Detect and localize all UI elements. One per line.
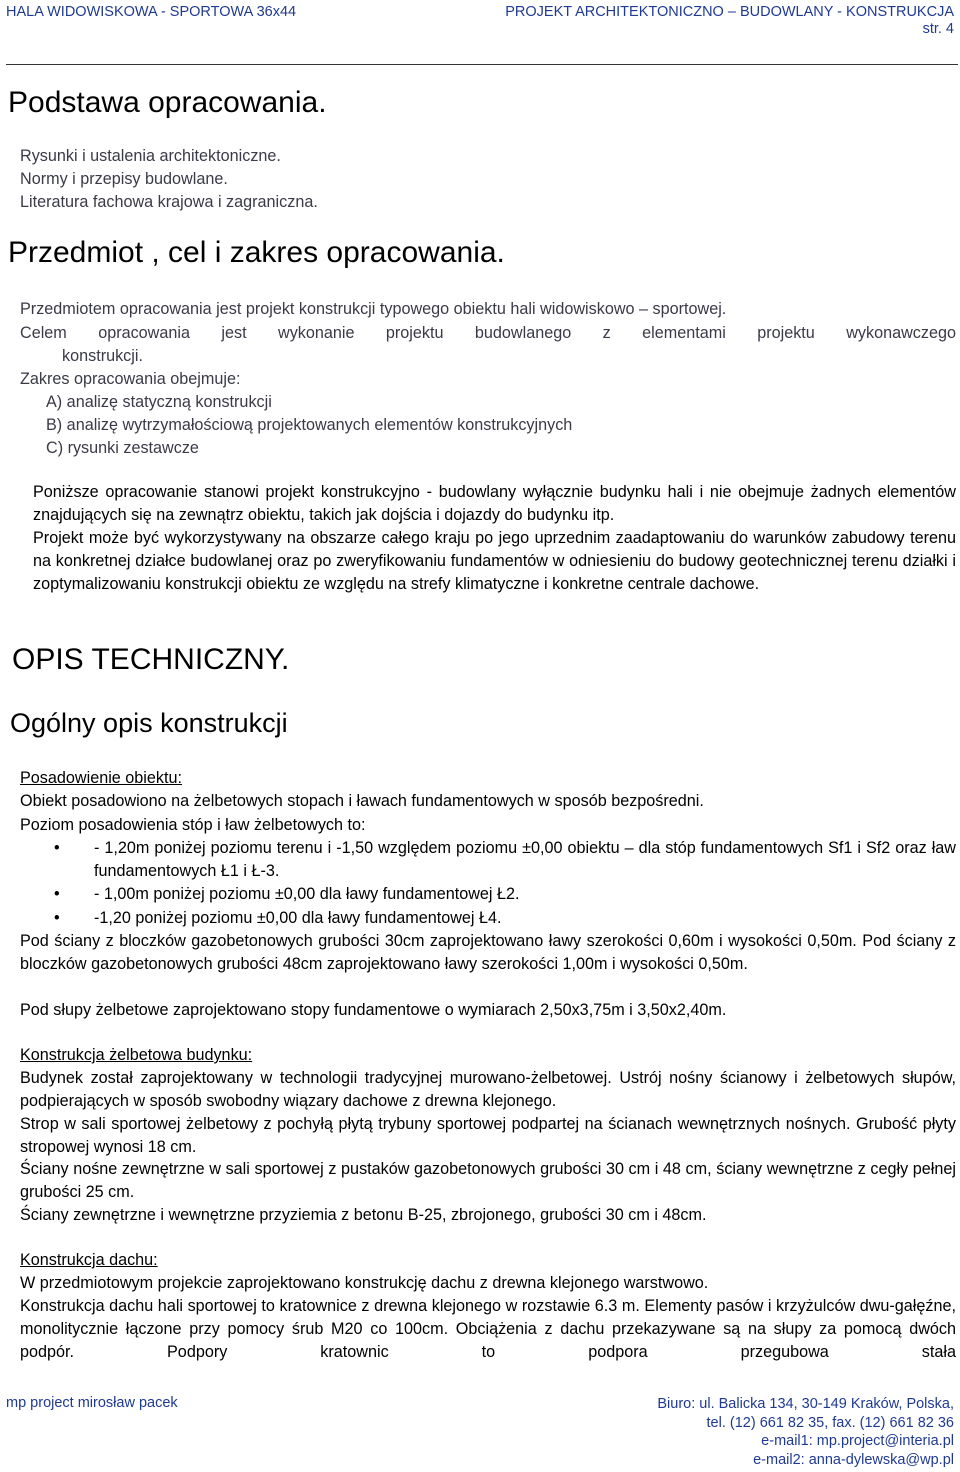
scope-item: A) analizę statyczną konstrukcji	[46, 393, 272, 411]
rc-structure-paragraph: Strop w sali sportowej żelbetowy z pochyłą płytą trybuny sportowej podpartej na ścianach wewnętrznych nośnych. Grubość płyty stropowej wynosi 18 cm.	[20, 1115, 956, 1156]
header-page-number: str. 4	[922, 21, 954, 37]
roof-paragraph: W przedmiotowym projekcie zaprojektowano konstrukcję dachu z drewna klejonego warstwowo.	[20, 1274, 709, 1292]
footer-contact	[657, 1395, 954, 1469]
section-title-technical: OPIS TECHNICZNY.	[12, 643, 290, 676]
foundation-heading: Posadowienie obiektu:	[20, 769, 182, 787]
foundation-levels-intro: Poziom posadowienia stóp i ław żelbetowych to:	[20, 816, 366, 834]
foundation-level-item: -1,20 poniżej poziomu ±0,00 dla ławy fundamentowej Ł4.	[94, 909, 502, 927]
footer-email2: e-mail2: anna-dylewska@wp.pl	[753, 1451, 954, 1468]
bullet-icon: •	[54, 839, 60, 857]
scope-intro: Zakres opracowania obejmuje:	[20, 370, 241, 388]
scope-item: B) analizę wytrzymałościową projektowanych elementów konstrukcyjnych	[46, 416, 573, 434]
basis-item: Rysunki i ustalenia architektoniczne.	[20, 147, 281, 165]
section-title-scope: Przedmiot , cel i zakres opracowania.	[8, 236, 505, 269]
scope-paragraph: Przedmiotem opracowania jest projekt konstrukcji typowego obiektu hali widowiskowo – sportowej.	[20, 300, 727, 318]
rc-structure-heading: Konstrukcja żelbetowa budynku:	[20, 1046, 253, 1064]
rc-structure-paragraph: Budynek został zaprojektowany w technologii tradycyjnej murowano-żelbetowej. Ustrój nośny ścianowy i żelbetowych słupów, podpierających w sposób swobodny wiązary dachowe z drewna klejonego.	[20, 1069, 956, 1110]
header-document-type: PROJEKT ARCHITEKTONICZNO – BUDOWLANY - KONSTRUKCJA	[505, 4, 954, 20]
bullet-icon: •	[54, 909, 60, 927]
header-divider	[6, 64, 958, 65]
rc-structure-paragraph: Ściany nośne zewnętrzne w sali sportowej z pustaków gazobetonowych grubości 30 cm i 48 cm, ściany wewnętrzne z cegły pełnej grubości 25 cm.	[20, 1160, 956, 1201]
basis-item: Literatura fachowa krajowa i zagraniczna.	[20, 193, 318, 211]
scope-item: C) rysunki zestawcze	[46, 439, 199, 457]
rc-structure-paragraph: Ściany zewnętrzne i wewnętrzne przyziemia z betonu B-25, zbrojonego, grubości 30 cm i 48cm.	[20, 1206, 707, 1224]
goal-paragraph-line2: konstrukcji.	[62, 347, 143, 365]
foundation-level-item: - 1,20m poniżej poziomu terenu i -1,50 względem poziomu ±0,00 obiektu – dla stóp fundamentowych Sf1 i Sf2 oraz ław fundamentowych Ł1 i Ł-3.	[94, 839, 956, 880]
subsection-title-general: Ogólny opis konstrukcji	[10, 708, 288, 738]
foundation-walls-paragraph: Pod ściany z bloczków gazobetonowych grubości 30cm zaprojektowano ławy szerokości 0,60m i wysokości 0,50m. Pod ściany z bloczków gazobetonowych grubości 48cm zaprojektowano ławy szerokości 1,00m i wysokości 0,50m.	[20, 932, 956, 973]
footer-company: mp project mirosław pacek	[6, 1395, 178, 1411]
header-right	[505, 4, 954, 38]
footer-phone: tel. (12) 661 82 35, fax. (12) 661 82 36	[706, 1414, 954, 1431]
basis-item: Normy i przepisy budowlane.	[20, 170, 228, 188]
footer-address: Biuro: ul. Balicka 134, 30-149 Kraków, Polska,	[657, 1396, 954, 1412]
footer-email1: e-mail1: mp.project@interia.pl	[761, 1433, 954, 1449]
foundation-line: Obiekt posadowiono na żelbetowych stopach i ławach fundamentowych w sposób bezpośredni.	[20, 792, 704, 810]
section-title-basis: Podstawa opracowania.	[8, 86, 327, 119]
foundation-level-item: - 1,00m poniżej poziomu ±0,00 dla ławy fundamentowej Ł2.	[94, 885, 520, 903]
exclusions-paragraph: Poniższe opracowanie stanowi projekt konstrukcyjno - budowlany wyłącznie budynku hali i nie obejmuje żadnych elementów znajdujących się na zewnątrz obiektu, takich jak dojścia i dojazdy do budynku itp.	[33, 483, 956, 524]
roof-heading: Konstrukcja dachu:	[20, 1251, 158, 1269]
foundation-columns-paragraph: Pod słupy żelbetowe zaprojektowano stopy fundamentowe o wymiarach 2,50x3,75m i 3,50x2,40m.	[20, 1001, 727, 1019]
adaptation-paragraph: Projekt może być wykorzystywany na obszarze całego kraju po jego uprzednim zaadaptowaniu do warunków zabudowy terenu na konkretnej działce budowlanej oraz po zweryfikowaniu fundamentów w odniesieniu do budowy geotechnicznej terenu działki i zoptymalizowaniu konstrukcji obiektu ze względu na strefy klimatyczne i konkretne centrale dachowe.	[33, 529, 956, 593]
bullet-icon: •	[54, 885, 60, 903]
roof-paragraph: Konstrukcja dachu hali sportowej to kratownice z drewna klejonego w rozstawie 6.3 m. Elementy pasów i krzyżulców dwu-gałęźne, monolitycznie łączone przy pomocy śrub M20 co 100cm. Obciążenia z dachu przekazywane są na słupy za pomocą dwóch podpór. Podpory kratownic to podpora przegubowa stała	[20, 1297, 956, 1361]
header-project-name: HALA WIDOWISKOWA - SPORTOWA 36x44	[6, 4, 297, 20]
goal-paragraph-line1: Celem opracowania jest wykonanie projektu budowlanego z elementami projektu wykonawczego	[20, 324, 956, 342]
